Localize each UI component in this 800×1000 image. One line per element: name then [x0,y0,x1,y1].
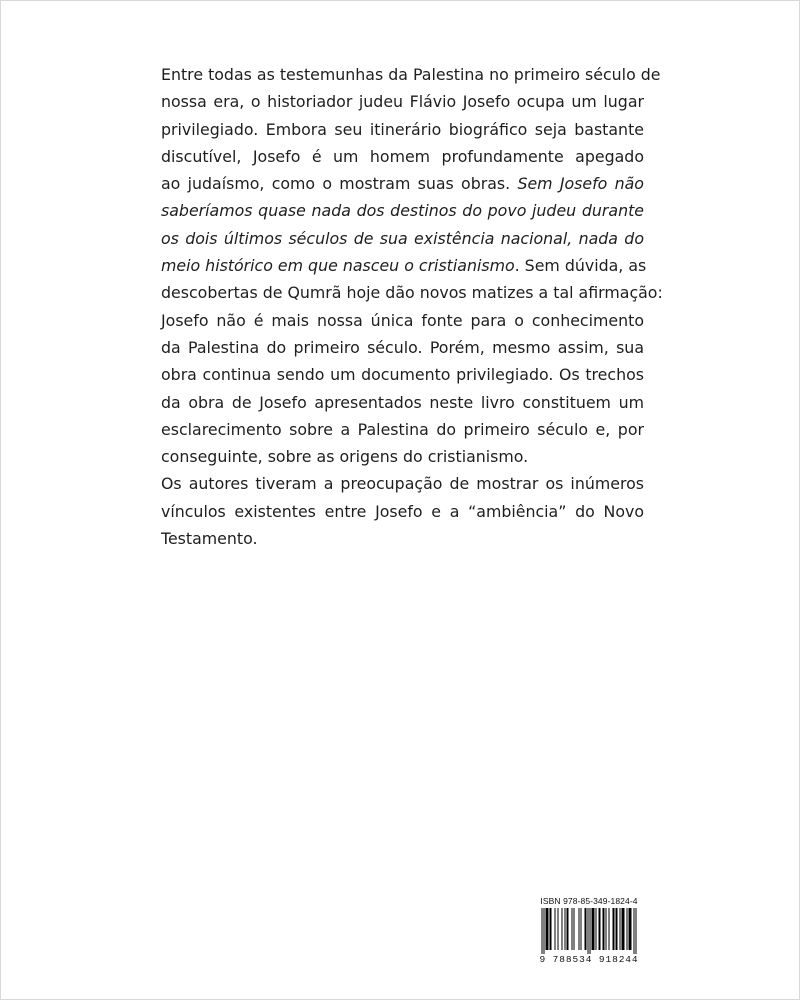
barcode-bar [592,908,593,950]
barcode-bar [546,908,547,950]
text-line [161,225,644,252]
text-line-content: Josefo não é mais nossa única fonte para o conhecimento [161,310,644,330]
text-line [161,416,644,443]
italic-quote: saberíamos quase nada dos destinos do povo judeu durante [161,201,644,221]
text-line [161,197,644,224]
barcode-bar [585,908,586,950]
barcode-bar [590,908,591,954]
barcode-bar [622,908,623,950]
text-line [161,88,644,115]
barcode-bar [572,908,573,950]
barcode-bar [568,908,569,950]
barcode-bar [548,908,549,950]
text-line [161,443,644,470]
barcode-bar [636,908,637,954]
italic-quote: os dois últimos séculos de sua existência nacional, nada do [161,228,644,248]
barcode-digits: 9 788534 918244 [539,954,639,965]
barcode-bar [544,908,545,954]
barcode-bar [542,908,543,954]
barcode-bar [617,908,618,950]
text-line [161,279,663,306]
back-cover-text [161,61,663,552]
barcode-bar [593,908,594,950]
barcode-bar [623,908,624,950]
barcode-bar [599,908,600,950]
text-line [161,389,644,416]
text-line-content: conseguinte, sobre as origens do cristianismo. [161,447,529,467]
text-line-content: da obra de Josefo apresentados neste livro constituem um [161,392,644,412]
barcode-bar [629,908,630,950]
barcode-bar [606,908,607,950]
text-line [161,307,644,334]
italic-quote: meio histórico em que nasceu o cristianismo [161,256,515,276]
text-line-content: Entre todas as testemunhas da Palestina no primeiro século de [161,65,661,84]
barcode-bar [627,908,628,950]
isbn-label: ISBN 978-85-349-1824-4 [540,896,638,906]
text-line-content: Testamento. [161,529,258,549]
barcode-bar [555,908,556,950]
text-line [161,143,644,170]
text-line-content: . Sem dúvida, as [514,256,647,276]
barcode-bar [613,908,614,950]
barcode-bar [581,908,582,950]
text-line [161,361,644,388]
barcode-bar [630,908,631,950]
text-line-content: nossa era, o historiador judeu Flávio Josefo ocupa um lugar [161,92,644,112]
text-line [161,116,644,143]
barcode-bar [586,908,587,950]
isbn-barcode [531,896,647,966]
barcode-bar [603,908,604,950]
barcode-bar [609,908,610,950]
barcode-bar [588,908,589,954]
text-line [161,252,647,279]
barcode-bar [574,908,575,950]
barcode-bar [551,908,552,950]
text-line-content: esclarecimento sobre a Palestina do primeiro século e, por [161,419,644,439]
text-line [161,525,644,552]
text-line [161,334,644,361]
text-line-content: discutível, Josefo é um homem profundamente apegado [161,146,644,166]
barcode-bar [616,908,617,950]
text-line-content: ao judaísmo, como o mostram suas obras. [161,174,518,194]
barcode-bar [594,908,595,950]
text-line [161,498,644,525]
barcode-bar [634,908,635,954]
barcode-bar [558,908,559,950]
text-line-content: vínculos existentes entre Josefo e a “ambiência” do Novo [161,501,644,521]
barcode-bar [631,908,632,950]
text-line-content: privilegiado. Embora seu itinerário biográfico seja bastante [161,119,644,139]
barcode-bar [596,908,597,950]
italic-quote: Sem Josefo não [517,174,644,194]
text-line-content: Os autores tiveram a preocupação de mostrar os inúmeros [161,474,644,494]
text-line-content: obra continua sendo um documento privilegiado. Os trechos [161,365,644,385]
barcode-bars [531,908,647,954]
barcode-bar [562,908,563,950]
paragraph-1 [161,61,663,470]
barcode-bar [604,908,605,950]
text-line-content: descobertas de Qumrã hoje dão novos matizes a tal afirmação: [161,283,663,303]
barcode-bar [620,908,621,950]
barcode-bar [579,908,580,950]
text-line [161,470,644,497]
barcode-bar [614,908,615,950]
barcode-bar [565,908,566,950]
barcode-bar [567,908,568,950]
barcode-bar [624,908,625,950]
barcode-bar [547,908,548,950]
text-line [161,170,644,197]
paragraph-2 [161,470,644,552]
text-line-content: da Palestina do primeiro século. Porém, mesmo assim, sua [161,337,644,357]
text-line [161,61,661,88]
barcode-bar [600,908,601,950]
barcode-bar [550,908,551,950]
